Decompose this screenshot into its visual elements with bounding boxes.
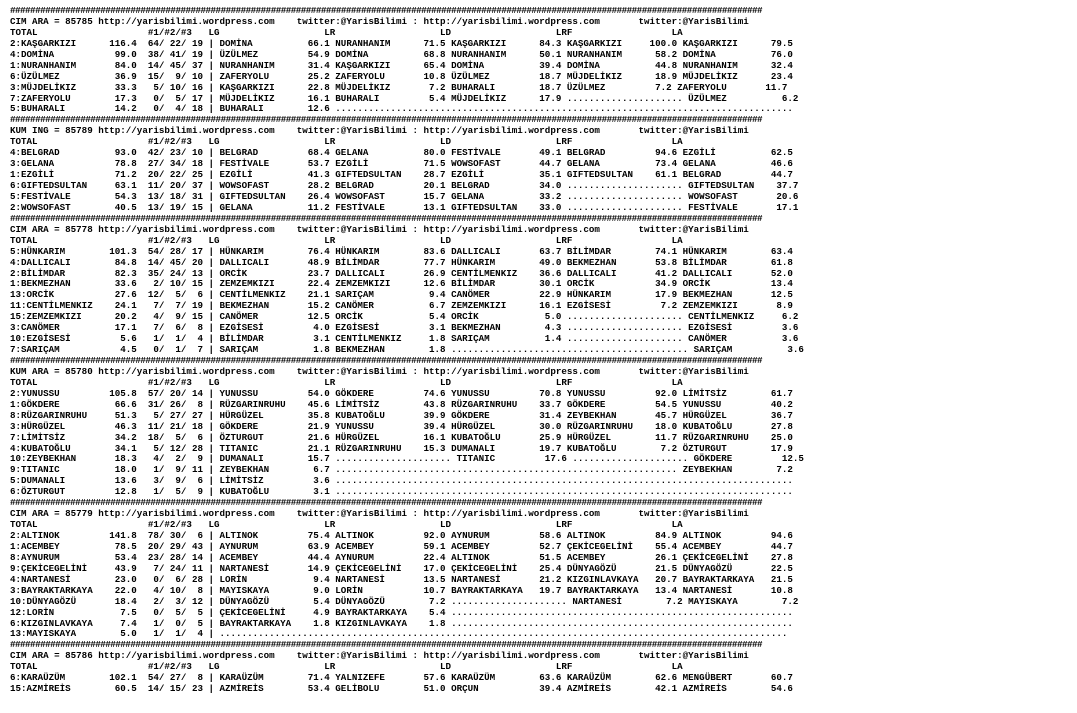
horse-row: 7:ZAFERYOLU 17.3 0/ 5/ 17 | MÜJDELİKIZ 16.1 BUHARALI 5.4 MÜJDELİKIZ 17.9 ..................... ÜZÜLMEZ 6.2 [10,92,799,104]
horse-row: 6:KARAÜZÜM 102.1 54/ 27/ 8 | KARAÜZÜM 71.4 YALNIZEFE 57.6 KARAÜZÜM 63.6 KARAÜZÜM 62.6 MENGÜBERT 60.7 [10,672,793,684]
horse-row: 15:ZEMZEMKIZI 20.2 4/ 9/ 15 | CANÖMER 12.5 ORCİK 5.4 ORCİK 5.0 ..................... CENTİLMENKIZ 6.2 [10,311,799,323]
race-header-line: CIM ARA = 85778 http://yarisbilimi.wordpress.com twitter:@YarisBilimi : http://yarisbilimi.wordpress.com twitter:@YarisBilimi [10,223,749,235]
column-header-line: TOTAL #1/#2/#3 LG LR LD LRF LA [10,26,683,38]
horse-row: 2:ALTINOK 141.8 78/ 30/ 6 | ALTINOK 75.4 ALTINOK 92.0 AYNURUM 58.6 ALTINOK 84.9 ALTINOK 94.6 [10,530,793,541]
horse-row: 3:BAYRAKTARKAYA 22.0 4/ 10/ 8 | MAYISKAYA 9.0 LORİN 10.7 BAYRAKTARKAYA 19.7 BAYRAKTARKAYA 13.4 NARTANESİ 10.8 [10,584,793,596]
horse-row: 3:GELANA 78.8 27/ 34/ 18 | FESTİVALE 53.7 EZGİLİ 71.5 WOWSOFAST 44.7 GELANA 73.4 GELANA 46.6 [10,158,793,170]
race-report-sheet [10,6,1077,695]
column-header-line: TOTAL #1/#2/#3 LG LR LD LRF LA [10,136,683,148]
horse-row: 9:ÇEKİCEGELİNİ 43.9 7/ 24/ 11 | NARTANESİ 14.9 ÇEKİCEGELİNİ 17.0 ÇEKİCEGELİNİ 25.4 DÜNYAGÖZÜ 21.5 DÜNYAGÖZÜ 22.5 [10,562,793,574]
horse-row: 4:KUBATOĞLU 34.1 5/ 12/ 28 | TITANIC 21.1 RÜZGARINRUHU 15.3 DUMANALI 19.7 KUBATOĞLU 7.2 ÖZTURGUT 17.9 [10,442,793,454]
horse-row: 1:EZGİLİ 71.2 20/ 22/ 25 | EZGİLİ 41.3 GIFTEDSULTAN 28.7 EZGİLİ 35.1 GIFTEDSULTAN 61.1 BELGRAD 44.7 [10,169,793,181]
horse-row: 1:BEKMEZHAN 33.6 2/ 10/ 15 | ZEMZEMKIZI 22.4 ZEMZEMKIZI 12.6 BİLİMDAR 30.1 ORCİK 34.9 ORCİK 13.4 [10,278,793,290]
horse-row: 6:ÖZTURGUT 12.8 1/ 5/ 9 | KUBATOĞLU 3.1 ................................................................................... [10,486,793,498]
horse-row: 5:BUHARALI 14.2 0/ 4/ 18 | BUHARALI 12.6 ................................................................................... [10,103,793,115]
separator-line: ###################################################################################################################################################### [10,114,763,126]
separator-line: ###################################################################################################################################################### [10,497,763,509]
horse-row: 6:KIZGINLAVKAYA 7.4 1/ 0/ 5 | BAYRAKTARKAYA 1.8 KIZGINLAVKAYA 1.8 .............................................................. [10,617,793,629]
race-header-line: CIM ARA = 85785 http://yarisbilimi.wordpress.com twitter:@YarisBilimi : http://yarisbilimi.wordpress.com twitter:@YarisBilimi [10,15,749,27]
horse-row: 11:CENTİLMENKIZ 24.1 7/ 7/ 19 | BEKMEZHAN 15.2 CANÖMER 6.7 ZEMZEMKIZI 16.1 EZGİSESİ 7.2 ZEMZEMKIZI 8.9 [10,300,793,312]
horse-row: 1:GÖKDERE 66.6 31/ 26/ 8 | RÜZGARINRUHU 45.6 LİMİTSİZ 43.8 RÜZGARINRUHU 33.7 GÖKDERE 54.5 YUNUSSU 40.2 [10,398,793,410]
horse-row: 5:FESTİVALE 54.3 13/ 18/ 31 | GIFTEDSULTAN 26.4 WOWSOFAST 15.7 GELANA 33.2 ..................... WOWSOFAST 20.6 [10,190,799,202]
horse-row: 10:EZGİSESİ 5.6 1/ 1/ 4 | BİLİMDAR 3.1 CENTİLMENKIZ 1.8 SARIÇAM 1.4 ..................... CANÖMER 3.6 [10,333,799,345]
horse-row: 15:AZMİREİS 60.5 14/ 15/ 23 | AZMİREİS 53.4 GELİBOLU 51.0 ORÇUN 39.4 AZMİREİS 42.1 AZMİREİS 54.6 [10,683,793,695]
column-header-line: TOTAL #1/#2/#3 LG LR LD LRF LA [10,519,683,531]
separator-line: ###################################################################################################################################################### [10,639,763,651]
horse-row: 5:HÜNKARIM 101.3 54/ 28/ 17 | HÜNKARIM 76.4 HÜNKARIM 83.6 DALLICALI 63.7 BİLİMDAR 74.1 HÜNKARIM 63.4 [10,245,793,257]
horse-row: 1:NURANHANIM 84.0 14/ 45/ 37 | NURANHANIM 31.4 KAŞGARKIZI 65.4 DOMİNA 39.4 DOMİNA 44.8 NURANHANIM 32.4 [10,59,793,71]
horse-row: 8:AYNURUM 53.4 23/ 28/ 14 | ACEMBEY 44.4 AYNURUM 22.4 ALTINOK 51.5 ACEMBEY 26.1 ÇEKİCEGELİNİ 27.8 [10,551,793,563]
horse-row: 7:LİMİTSİZ 34.2 18/ 5/ 6 | ÖZTURGUT 21.6 HÜRGÜZEL 16.1 KUBATOĞLU 25.9 HÜRGÜZEL 11.7 RÜZGARINRUHU 25.0 [10,431,793,443]
race-header-line: KUM ARA = 85780 http://yarisbilimi.wordpress.com twitter:@YarisBilimi : http://yarisbilimi.wordpress.com twitter:@YarisBilimi [10,365,749,377]
horse-row: 6:ÜZÜLMEZ 36.9 15/ 9/ 10 | ZAFERYOLU 25.2 ZAFERYOLU 10.8 ÜZÜLMEZ 18.7 MÜJDELİKIZ 18.9 MÜJDELİKIZ 23.4 [10,70,793,82]
horse-row: 7:SARIÇAM 4.5 0/ 1/ 7 | SARIÇAM 1.8 BEKMEZHAN 1.8 ........................................... SARIÇAM 3.6 [10,344,804,356]
horse-row: 2:WOWSOFAST 40.5 13/ 19/ 15 | GELANA 11.2 FESTİVALE 13.1 GIFTEDSULTAN 33.0 ..................... FESTİVALE 17.1 [10,201,799,213]
horse-row: 2:KAŞGARKIZI 116.4 64/ 22/ 19 | DOMİNA 66.1 NURANHANIM 71.5 KAŞGARKIZI 84.3 KAŞGARKIZI 100.0 KAŞGARKIZI 79.5 [10,37,793,49]
column-header-line: TOTAL #1/#2/#3 LG LR LD LRF LA [10,661,683,673]
horse-row: 1:ACEMBEY 78.5 20/ 29/ 43 | AYNURUM 63.9 ACEMBEY 59.1 ACEMBEY 52.7 ÇEKİCEGELİNİ 55.4 ACEMBEY 44.7 [10,540,793,552]
horse-row: 12:LORİN 7.5 0/ 5/ 5 | ÇEKİCEGELİNİ 4.9 BAYRAKTARKAYA 5.4 .............................................................. [10,606,793,618]
horse-row: 10:ZEYBEKHAN 18.3 4/ 2/ 9 | DUMANALI 15.7 ..................... TITANIC 17.6 ..................... GÖKDERE 12.5 [10,453,804,465]
race-header-line: KUM ING = 85789 http://yarisbilimi.wordpress.com twitter:@YarisBilimi : http://yarisbilimi.wordpress.com twitter:@YarisBilimi [10,125,749,137]
horse-row: 4:DOMİNA 99.0 38/ 41/ 19 | ÜZÜLMEZ 54.9 DOMİNA 68.8 NURANHANIM 50.1 NURANHANIM 58.2 DOMİNA 76.0 [10,48,793,60]
horse-row: 3:HÜRGÜZEL 46.3 11/ 21/ 18 | GÖKDERE 21.9 YUNUSSU 39.4 HÜRGÜZEL 30.0 RÜZGARINRUHU 18.0 KUBATOĞLU 27.8 [10,420,793,432]
horse-row: 13:MAYISKAYA 5.0 1/ 1/ 4 | ....................................................................................................... [10,628,788,640]
horse-row: 9:TITANIC 18.0 1/ 9/ 11 | ZEYBEKHAN 6.7 .............................................................. ZEYBEKHAN 7.2 [10,464,793,476]
race-header-line: CIM ARA = 85779 http://yarisbilimi.wordpress.com twitter:@YarisBilimi : http://yarisbilimi.wordpress.com twitter:@YarisBilimi [10,508,749,520]
separator-line: ###################################################################################################################################################### [10,355,763,366]
separator-line: ###################################################################################################################################################### [10,5,763,16]
horse-row: 3:MÜJDELİKIZ 33.3 5/ 10/ 16 | KAŞGARKIZI 22.8 MÜJDELİKIZ 7.2 BUHARALI 18.7 ÜZÜLMEZ 7.2 ZAFERYOLU 11.7 [10,81,788,93]
horse-row: 4:BELGRAD 93.0 42/ 23/ 10 | BELGRAD 68.4 GELANA 80.0 FESTİVALE 49.1 BELGRAD 94.6 EZGİLİ 62.5 [10,147,793,159]
column-header-line: TOTAL #1/#2/#3 LG LR LD LRF LA [10,376,683,388]
horse-row: 10:DÜNYAGÖZÜ 18.4 2/ 3/ 12 | DÜNYAGÖZÜ 5.4 DÜNYAGÖZÜ 7.2 ..................... NARTANESİ 7.2 MAYISKAYA 7.2 [10,595,799,607]
horse-row: 3:CANÖMER 17.1 7/ 6/ 8 | EZGİSESİ 4.0 EZGİSESİ 3.1 BEKMEZHAN 4.3 ..................... EZGİSESİ 3.6 [10,322,799,334]
horse-row: 6:GIFTEDSULTAN 63.1 11/ 20/ 37 | WOWSOFAST 28.2 BELGRAD 20.1 BELGRAD 34.0 ..................... GIFTEDSULTAN 37.7 [10,180,799,191]
horse-row: 2:BİLİMDAR 82.3 35/ 24/ 13 | ORCİK 23.7 DALLICALI 26.9 CENTİLMENKIZ 36.6 DALLICALI 41.2 DALLICALI 52.0 [10,267,793,279]
column-header-line: TOTAL #1/#2/#3 LG LR LD LRF LA [10,234,683,246]
horse-row: 4:DALLICALI 84.8 14/ 45/ 20 | DALLICALI 48.9 BİLİMDAR 77.7 HÜNKARIM 49.0 BEKMEZHAN 53.8 BİLİMDAR 61.8 [10,256,793,268]
horse-row: 2:YUNUSSU 105.8 57/ 20/ 14 | YUNUSSU 54.0 GÖKDERE 74.6 YUNUSSU 70.8 YUNUSSU 92.0 LİMİTSİZ 61.7 [10,387,793,399]
race-header-line: CIM ARA = 85786 http://yarisbilimi.wordpress.com twitter:@YarisBilimi : http://yarisbilimi.wordpress.com twitter:@YarisBilimi [10,650,749,662]
separator-line: ###################################################################################################################################################### [10,212,763,224]
horse-row: 13:ORCİK 27.6 12/ 5/ 6 | CENTİLMENKIZ 21.1 SARIÇAM 9.4 CANÖMER 22.9 HÜNKARIM 17.9 BEKMEZHAN 12.5 [10,289,793,301]
horse-row: 8:RÜZGARINRUHU 51.3 5/ 27/ 27 | HÜRGÜZEL 35.8 KUBATOĞLU 39.9 GÖKDERE 31.4 ZEYBEKHAN 45.7 HÜRGÜZEL 36.7 [10,409,793,421]
horse-row: 4:NARTANESİ 23.0 0/ 6/ 28 | LORİN 9.4 NARTANESİ 13.5 NARTANESİ 21.2 KIZGINLAVKAYA 20.7 BAYRAKTARKAYA 21.5 [10,573,793,585]
horse-row: 5:DUMANALI 13.6 3/ 9/ 6 | LİMİTSİZ 3.6 ................................................................................... [10,475,793,487]
